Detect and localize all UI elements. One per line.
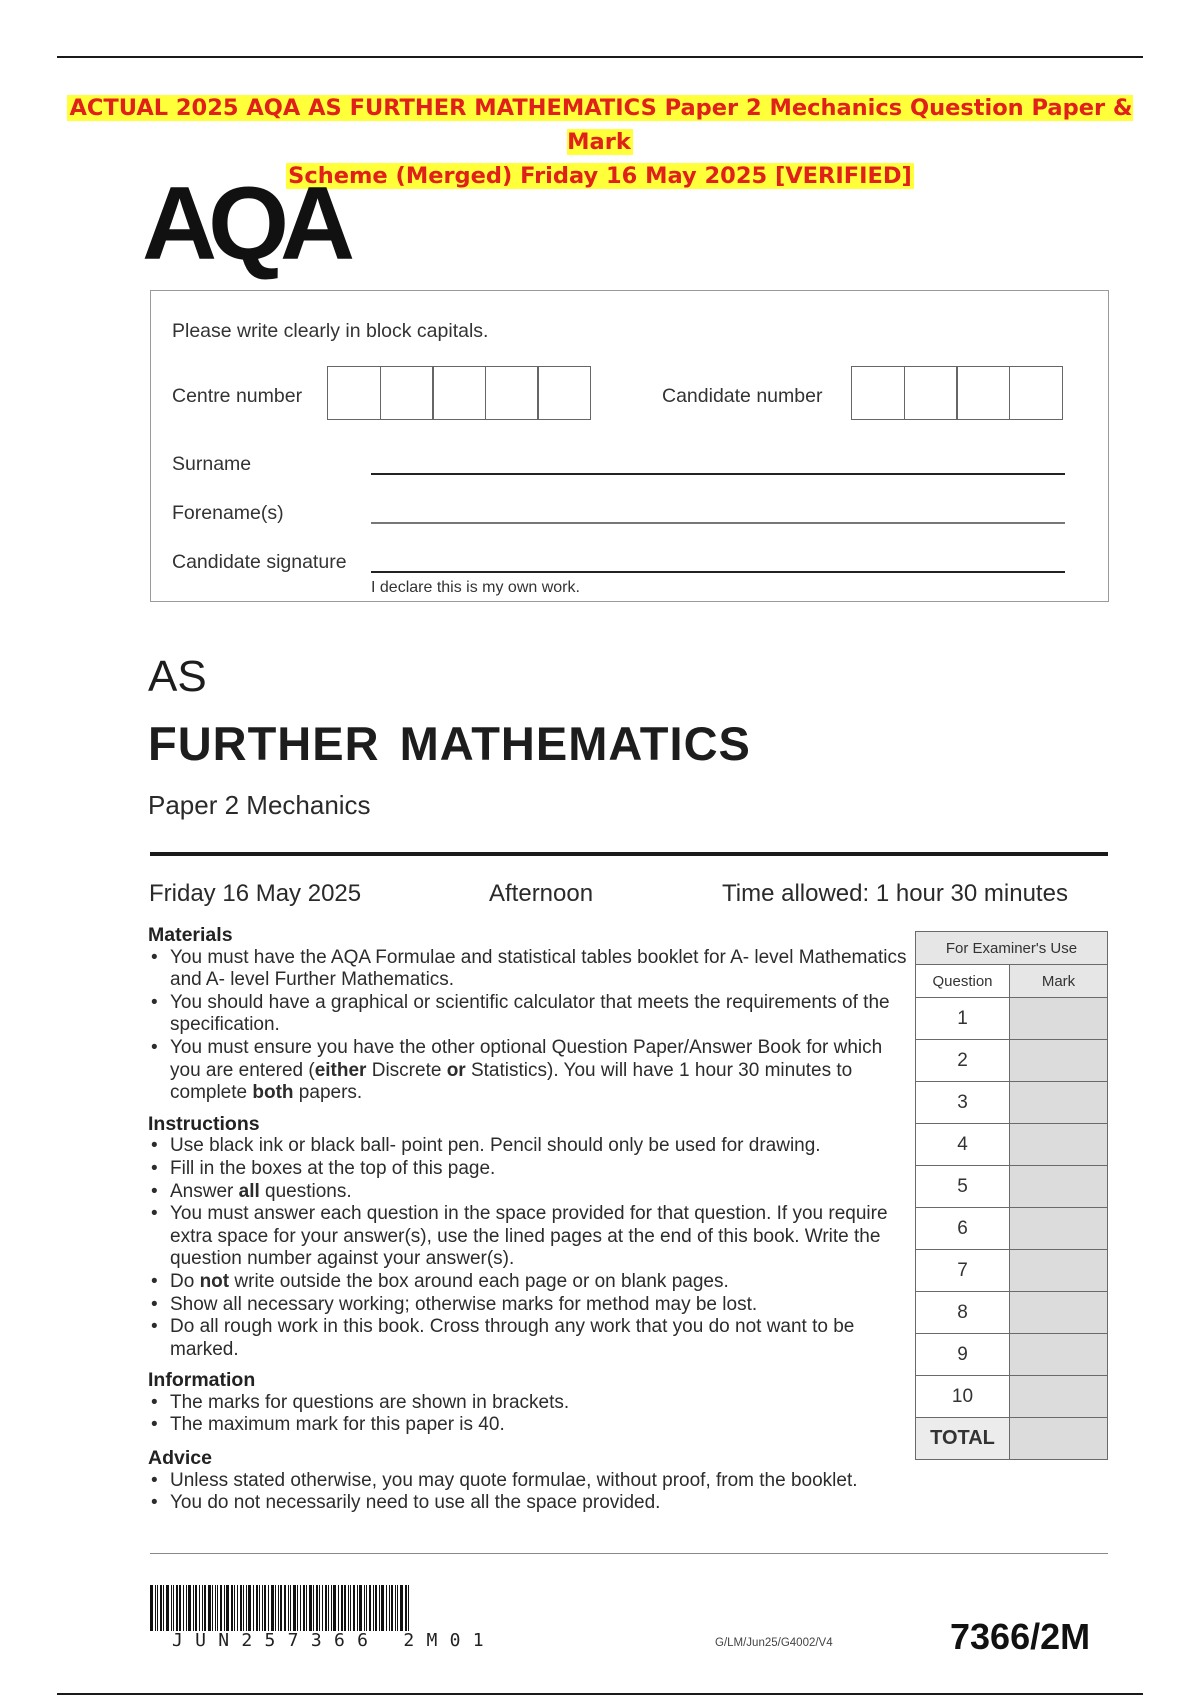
candidate-digit-box[interactable] xyxy=(956,366,1010,420)
centre-digit-box[interactable] xyxy=(485,366,539,420)
signature-field[interactable] xyxy=(371,571,1065,573)
surname-label: Surname xyxy=(172,453,252,475)
barcode-bar xyxy=(186,1585,187,1631)
barcode-bar xyxy=(215,1585,216,1631)
barcode-bar xyxy=(202,1585,203,1631)
barcode-bar xyxy=(344,1585,346,1631)
level-heading: AS xyxy=(148,652,207,701)
barcode-bar xyxy=(290,1585,291,1631)
list-item: • The maximum mark for this paper is 40. xyxy=(148,1414,908,1437)
barcode-bar xyxy=(341,1585,343,1631)
barcode-bar xyxy=(224,1585,225,1631)
barcode-bar xyxy=(157,1585,158,1631)
barcode-bar xyxy=(253,1585,254,1631)
barcode-bar xyxy=(280,1585,282,1631)
barcode-bar xyxy=(293,1585,296,1631)
barcode-bar xyxy=(195,1585,197,1631)
time-allowed: Time allowed: 1 hour 30 minutes xyxy=(722,880,1068,907)
barcode-bar xyxy=(328,1585,329,1631)
list-item: • You must ensure you have the other optional Question Paper/Answer Book for which you are entered (either Discrete or Statistics). You will have 1 hour 30 minutes to complete both papers. xyxy=(148,1037,908,1105)
barcode-bar xyxy=(288,1585,289,1631)
list-item: • You must have the AQA Formulae and statistical tables booklet for A- level Mathematics and A- level Further Mathematics. xyxy=(148,947,908,992)
barcode-bar xyxy=(408,1585,409,1631)
barcode-bar xyxy=(306,1585,307,1631)
barcode-bar xyxy=(278,1585,279,1631)
materials-section xyxy=(148,924,908,1105)
total-mark-cell xyxy=(1010,1418,1108,1460)
barcode-bar xyxy=(357,1585,358,1631)
footer-divider xyxy=(150,1553,1108,1554)
barcode-bar xyxy=(405,1585,407,1631)
question-number: 8 xyxy=(916,1292,1010,1334)
barcode-bar xyxy=(240,1585,242,1631)
mark-cell xyxy=(1010,1124,1108,1166)
total-label: TOTAL xyxy=(916,1418,1010,1460)
title-divider xyxy=(150,852,1108,856)
barcode-bar xyxy=(256,1585,258,1631)
forename-label: Forename(s) xyxy=(172,502,284,524)
banner-line-2: Scheme (Merged) Friday 16 May 2025 [VERIFIED] xyxy=(288,163,912,189)
candidate-number-boxes[interactable] xyxy=(851,366,1061,420)
barcode-bar xyxy=(303,1585,305,1631)
candidate-digit-box[interactable] xyxy=(1009,366,1063,420)
top-rule xyxy=(57,56,1143,58)
list-item: • You must answer each question in the space provided for that question. If you require extra space for your answer(s), use the lined pages at the end of this book. Write the question number against your answer(s). xyxy=(148,1203,908,1271)
barcode-bar xyxy=(300,1585,301,1631)
barcode-bar xyxy=(208,1585,211,1631)
barcode-bar xyxy=(217,1585,218,1631)
advice-section xyxy=(148,1447,948,1515)
list-item: • Show all necessary working; otherwise marks for method may be lost. xyxy=(148,1294,908,1317)
examiners-use-table xyxy=(915,931,1108,1460)
barcode-bar xyxy=(359,1585,362,1631)
centre-digit-box[interactable] xyxy=(537,366,591,420)
barcode-bar xyxy=(348,1585,349,1631)
barcode-bar xyxy=(171,1585,172,1631)
list-item: • Use black ink or black ball- point pen. Pencil should only be used for drawing. xyxy=(148,1135,908,1158)
barcode-bar xyxy=(333,1585,336,1631)
barcode-bar xyxy=(166,1585,169,1631)
barcode-bar xyxy=(204,1585,206,1631)
barcode-bar xyxy=(350,1585,351,1631)
barcode-bar xyxy=(395,1585,396,1631)
barcode-bar xyxy=(284,1585,286,1631)
question-number: 3 xyxy=(916,1082,1010,1124)
list-item: • You do not necessarily need to use all the space provided. xyxy=(148,1492,948,1515)
list-item: • Fill in the boxes at the top of this page. xyxy=(148,1158,908,1181)
instructions-heading: Instructions xyxy=(148,1112,260,1135)
block-capitals-instruction: Please write clearly in block capitals. xyxy=(172,320,489,342)
instructions-section xyxy=(148,1113,908,1362)
centre-number-label: Centre number xyxy=(172,385,303,407)
mark-cell xyxy=(1010,1376,1108,1418)
exam-session: Afternoon xyxy=(489,880,594,907)
barcode-bar xyxy=(338,1585,339,1631)
centre-digit-box[interactable] xyxy=(380,366,434,420)
barcode-bar xyxy=(353,1585,355,1631)
declaration-text: I declare this is my own work. xyxy=(371,579,580,596)
centre-number-boxes[interactable] xyxy=(327,366,590,420)
barcode-bar xyxy=(271,1585,274,1631)
subject-heading: FURTHER MATHEMATICS xyxy=(148,717,751,770)
barcode-bar xyxy=(313,1585,314,1631)
advice-heading: Advice xyxy=(148,1447,212,1470)
barcode-bar xyxy=(397,1585,398,1631)
barcode-bar xyxy=(391,1585,393,1631)
barcode-bar xyxy=(319,1585,320,1631)
centre-digit-box[interactable] xyxy=(432,366,486,420)
barcode-bar xyxy=(155,1585,156,1631)
barcode-text: JUN257366 2M01 xyxy=(172,1630,496,1651)
surname-field[interactable] xyxy=(371,473,1065,475)
question-number: 1 xyxy=(916,998,1010,1040)
question-number: 7 xyxy=(916,1250,1010,1292)
barcode-bar xyxy=(188,1585,191,1631)
barcode-bar xyxy=(379,1585,380,1631)
barcode-bar xyxy=(331,1585,332,1631)
barcode-bar xyxy=(389,1585,390,1631)
mark-cell xyxy=(1010,1208,1108,1250)
barcode-bar xyxy=(316,1585,318,1631)
candidate-number-label: Candidate number xyxy=(662,385,823,407)
barcode-bar xyxy=(364,1585,365,1631)
question-number: 6 xyxy=(916,1208,1010,1250)
list-item: • Do all rough work in this book. Cross through any work that you do not want to be marked. xyxy=(148,1316,908,1361)
mark-column-header: Mark xyxy=(1010,965,1108,998)
barcode-bar xyxy=(325,1585,327,1631)
barcode-bar xyxy=(163,1585,164,1631)
barcode-bar xyxy=(264,1585,266,1631)
bottom-rule xyxy=(57,1693,1143,1695)
examiners-use-title: For Examiner's Use xyxy=(916,932,1108,965)
barcode-bar xyxy=(176,1585,178,1631)
mark-cell xyxy=(1010,1292,1108,1334)
list-item: • You should have a graphical or scientific calculator that meets the requirements of the specification. xyxy=(148,992,908,1037)
question-number: 2 xyxy=(916,1040,1010,1082)
barcode-bar xyxy=(400,1585,403,1631)
barcode-bar xyxy=(381,1585,384,1631)
mark-cell xyxy=(1010,1082,1108,1124)
barcode-bar xyxy=(199,1585,200,1631)
exam-date: Friday 16 May 2025 xyxy=(149,880,362,907)
materials-heading: Materials xyxy=(148,924,233,946)
mark-cell xyxy=(1010,1250,1108,1292)
list-item: • Answer all questions. xyxy=(148,1181,908,1204)
banner-line-1: ACTUAL 2025 AQA AS FURTHER MATHEMATICS Paper 2 Mechanics Question Paper & Mark xyxy=(69,95,1133,155)
question-number: 4 xyxy=(916,1124,1010,1166)
barcode-bar xyxy=(150,1585,153,1631)
centre-digit-box[interactable] xyxy=(327,366,381,420)
barcode-bar xyxy=(375,1585,377,1631)
instructions-column xyxy=(148,924,908,1517)
barcode-bar xyxy=(183,1585,184,1631)
question-number: 5 xyxy=(916,1166,1010,1208)
barcode-bar xyxy=(160,1585,162,1631)
list-item: • The marks for questions are shown in brackets. xyxy=(148,1392,908,1415)
barcode-bar xyxy=(322,1585,323,1631)
barcode-bar xyxy=(237,1585,238,1631)
barcode-bar xyxy=(366,1585,367,1631)
barcode-bar xyxy=(248,1585,251,1631)
reference-code: G/LM/Jun25/G4002/V4 xyxy=(715,1637,833,1649)
mark-cell xyxy=(1010,1166,1108,1208)
barcode-bar xyxy=(262,1585,263,1631)
list-item: • Unless stated otherwise, you may quote formulae, without proof, from the booklet. xyxy=(148,1470,948,1493)
barcode-bar xyxy=(246,1585,247,1631)
mark-cell xyxy=(1010,998,1108,1040)
question-number: 10 xyxy=(916,1376,1010,1418)
barcode-bar xyxy=(234,1585,235,1631)
information-section xyxy=(148,1369,908,1437)
forename-field[interactable] xyxy=(371,522,1065,524)
barcode xyxy=(150,1585,535,1631)
mark-cell xyxy=(1010,1334,1108,1376)
barcode-bar xyxy=(179,1585,181,1631)
paper-code: 7366/2M xyxy=(950,1616,1091,1657)
barcode-bar xyxy=(173,1585,174,1631)
list-item: • Do not write outside the box around each page or on blank pages. xyxy=(148,1271,908,1294)
question-number: 9 xyxy=(916,1334,1010,1376)
question-column-header: Question xyxy=(916,965,1010,998)
aqa-logo: AQA xyxy=(142,166,347,282)
barcode-bar xyxy=(369,1585,371,1631)
candidate-digit-box[interactable] xyxy=(851,366,905,420)
candidate-digit-box[interactable] xyxy=(904,366,958,420)
barcode-bar xyxy=(297,1585,298,1631)
barcode-bar xyxy=(212,1585,213,1631)
barcode-bar xyxy=(309,1585,312,1631)
information-heading: Information xyxy=(148,1369,256,1392)
barcode-bar xyxy=(231,1585,233,1631)
paper-heading: Paper 2 Mechanics xyxy=(148,790,371,820)
barcode-bar xyxy=(220,1585,222,1631)
barcode-bar xyxy=(259,1585,260,1631)
mark-cell xyxy=(1010,1040,1108,1082)
barcode-bar xyxy=(373,1585,374,1631)
barcode-bar xyxy=(386,1585,387,1631)
barcode-bar xyxy=(275,1585,276,1631)
signature-label: Candidate signature xyxy=(172,551,347,573)
barcode-bar xyxy=(193,1585,194,1631)
barcode-bar xyxy=(243,1585,244,1631)
barcode-bar xyxy=(268,1585,269,1631)
barcode-bar xyxy=(226,1585,229,1631)
